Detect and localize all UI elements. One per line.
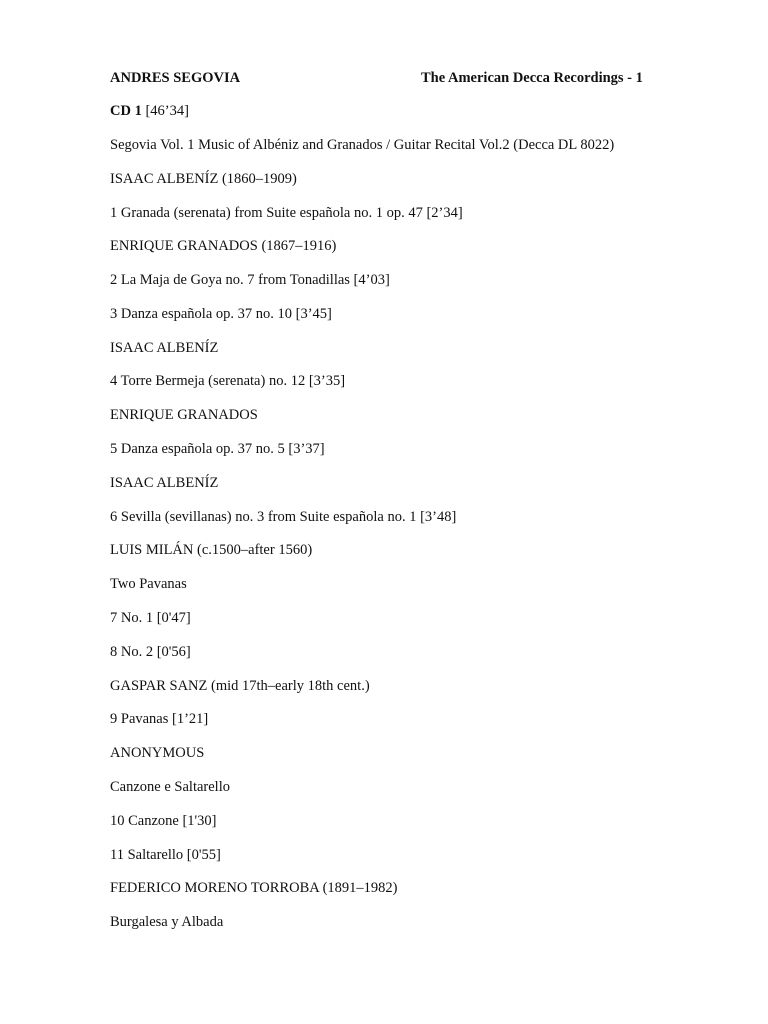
track-line: 8 No. 2 [0'56] (110, 644, 191, 660)
composer-heading: ISAAC ALBENÍZ (110, 340, 219, 356)
work-title: Burgalesa y Albada (110, 914, 224, 930)
composer-heading: ANONYMOUS (110, 745, 205, 761)
album-title: Segovia Vol. 1 Music of Albéniz and Granados / Guitar Recital Vol.2 (Decca DL 8022) (110, 137, 615, 153)
cd-duration: [46’34] (145, 103, 189, 119)
composer-heading: GASPAR SANZ (mid 17th–early 18th cent.) (110, 678, 370, 694)
track-line: 1 Granada (serenata) from Suite española no. 1 op. 47 [2’34] (110, 205, 463, 221)
track-line: 11 Saltarello [0'55] (110, 847, 221, 863)
work-title: Canzone e Saltarello (110, 779, 230, 795)
track-line: 5 Danza española op. 37 no. 5 [3’37] (110, 441, 325, 457)
track-line: 2 La Maja de Goya no. 7 from Tonadillas [4’03] (110, 272, 390, 288)
artist-name: ANDRES SEGOVIA (110, 70, 241, 86)
track-line: 3 Danza española op. 37 no. 10 [3’45] (110, 306, 332, 322)
composer-heading: LUIS MILÁN (c.1500–after 1560) (110, 542, 313, 558)
collection-title: The American Decca Recordings - 1 (421, 70, 643, 86)
header-line (110, 69, 643, 87)
work-title: Two Pavanas (110, 576, 187, 592)
composer-heading: ENRIQUE GRANADOS (110, 407, 258, 423)
composer-heading: ISAAC ALBENÍZ (1860–1909) (110, 171, 297, 187)
cd-heading (110, 102, 189, 120)
composer-heading: ENRIQUE GRANADOS (1867–1916) (110, 238, 337, 254)
track-line: 4 Torre Bermeja (serenata) no. 12 [3’35] (110, 373, 346, 389)
cd-label: CD 1 (110, 103, 142, 119)
track-line: 7 No. 1 [0'47] (110, 610, 191, 626)
track-line: 6 Sevilla (sevillanas) no. 3 from Suite española no. 1 [3’48] (110, 509, 457, 525)
composer-heading: FEDERICO MORENO TORROBA (1891–1982) (110, 880, 398, 896)
composer-heading: ISAAC ALBENÍZ (110, 475, 219, 491)
track-line: 10 Canzone [1'30] (110, 813, 217, 829)
track-line: 9 Pavanas [1’21] (110, 711, 209, 727)
